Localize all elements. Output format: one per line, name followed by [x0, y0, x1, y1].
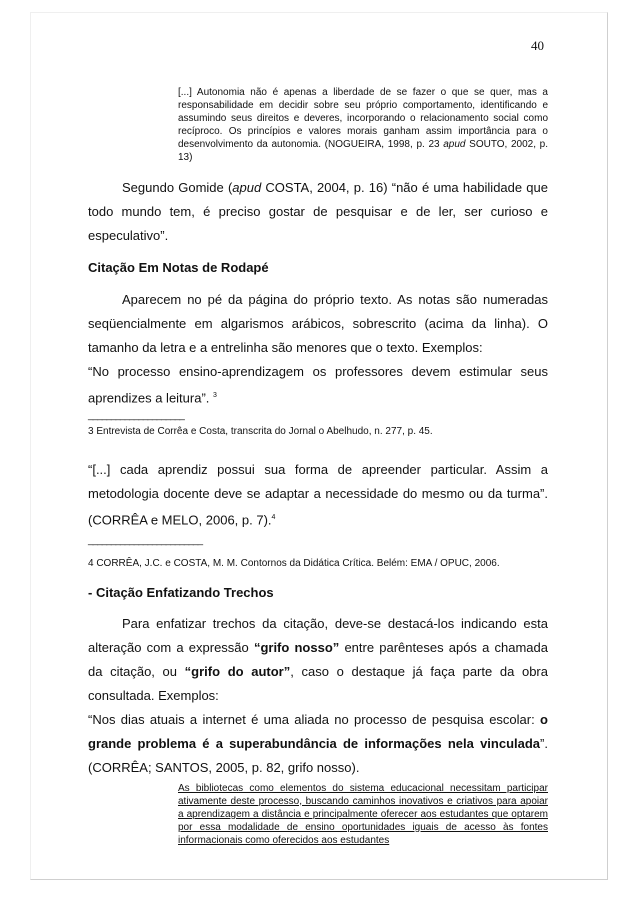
quotation-apud: apud [443, 139, 466, 150]
section-heading-enfatizando: - Citação Enfatizando Trechos [88, 584, 274, 600]
emphasis-grifo-do-autor: “grifo do autor” [184, 663, 291, 679]
example-citation-2 [88, 458, 548, 532]
page-number: 40 [531, 38, 544, 53]
paragraph-gomide [88, 176, 548, 248]
footnote-marker-4: 4 [271, 514, 276, 522]
quotation-tail: SOUTO, 2002, p. 13) [178, 139, 548, 163]
paragraph-part: , caso o destaque já faça parte da obra consultada. Exemplos: [88, 663, 548, 703]
example-part: ”. (CORRÊA; SANTOS, 2005, p. 82, grifo nosso). [88, 735, 548, 775]
footnote-3: 3 Entrevista de Corrêa e Costa, transcrita do Jornal o Abelhudo, n. 277, p. 45. [88, 426, 433, 438]
paragraph-part: entre parênteses após a chamada da citação, ou [88, 639, 548, 679]
emphasis-grifo-nosso: “grifo nosso” [253, 639, 340, 655]
footnote-4: 4 CORRÊA, J.C. e COSTA, M. M. Contornos da Didática Crítica. Belém: EMA / OPUC, 2006. [88, 557, 500, 569]
paragraph-lead: Segundo Gomide ( [122, 180, 233, 195]
long-quotation-bibliotecas: As bibliotecas como elementos do sistema educacional necessitam participar ativamente deste processo, buscando caminhos inovativos e criativos para apoiar a aprendizagem a distância e principalmente oferecer aos estudantes que optarem por essa modalidade de ensino oportunidades iguais de acesso às fontes informacionais como oferecidos aos estudantes [178, 782, 548, 846]
footnote-rule: _________________________ [88, 534, 203, 546]
section-heading-rodape: Citação Em Notas de Rodapé [88, 260, 269, 275]
example-text: “No processo ensino-aprendizagem os professores devem estimular seus aprendizes a leitura”. [88, 364, 548, 406]
paragraph-part: Para enfatizar trechos da citação, deve-se destacá-los indicando esta alteração com a expressão [88, 615, 548, 655]
quotation-text: [...] Autonomia não é apenas a liberdade de se fazer o que se quer, mas a responsabilidade em decidir sobre seu próprio comportamento, identificando e assumindo seus direitos e deveres, incorporando o relacionamento social como recíproco. Os princípios e valores morais ganham assim importância para o desenvolvimento da autonomia. (NOGUEIRA, 1998, p. 23 [178, 87, 548, 150]
footnote-rule: _____________________ [88, 410, 184, 422]
example-citation-1 [88, 360, 548, 410]
example-text: “[...] cada aprendiz possui sua forma de apreender particular. Assim a metodologia docente deve se adaptar a necessidade do mesmo ou da turma”. (CORRÊA e MELO, 2006, p. 7). [88, 462, 548, 528]
paragraph-apud: apud [232, 180, 262, 195]
example-citation-3 [88, 708, 548, 780]
paragraph-notas-rodape: Aparecem no pé da página do próprio texto. As notas são numeradas seqüencialmente em algarismos arábicos, sobrescrito (acima da linha). O tamanho da letra e a entrelinha são menores que o texto. Exemplos: [88, 292, 548, 355]
emphasized-passage: o grande problema é a superabundância de informações nela vinculada [88, 711, 548, 751]
paragraph-enfatizar [88, 612, 548, 708]
page-content [88, 86, 548, 847]
footnote-marker-3: 3 [213, 392, 217, 399]
long-quotation-autonomia [178, 86, 548, 164]
example-part: “Nos dias atuais a internet é uma aliada no processo de pesquisa escolar: [88, 711, 541, 727]
paragraph-rest: COSTA, 2004, p. 16) “não é uma habilidade que todo mundo tem, é preciso gostar de pesquisar e de ler, ser curioso e especulativo”. [88, 180, 548, 243]
